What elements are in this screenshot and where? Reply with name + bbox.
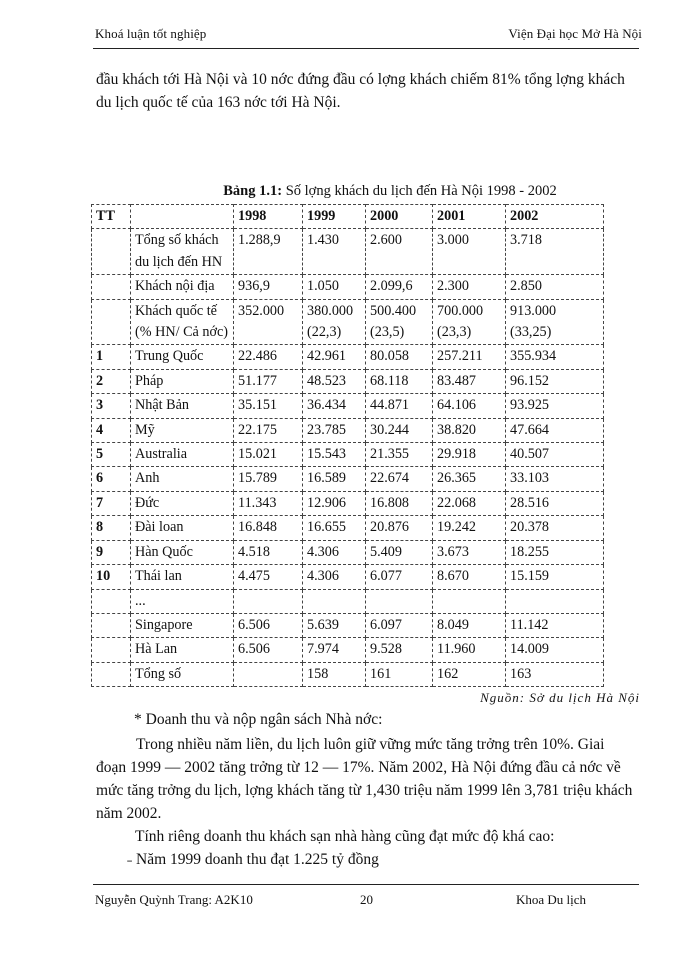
row-label-cell: Đài loan: [131, 516, 234, 540]
row-index-cell: 1: [92, 345, 131, 369]
value-cell: 2.600: [366, 229, 433, 275]
row-label-cell: Hàn Quốc: [131, 540, 234, 564]
value-cell: [303, 589, 366, 613]
value-cell: 6.506: [234, 638, 303, 662]
table-row: [92, 540, 604, 564]
row-index-cell: 2: [92, 369, 131, 393]
value-cell: 83.487: [433, 369, 506, 393]
table-row: [92, 638, 604, 662]
value-cell: 33.103: [506, 467, 604, 491]
value-cell: 26.365: [433, 467, 506, 491]
table-caption-text: Số lợng khách du lịch đến Hà Nội 1998 - 2002: [282, 183, 557, 199]
value-cell: 23.785: [303, 418, 366, 442]
row-index-cell: 9: [92, 540, 131, 564]
value-cell: 19.242: [433, 516, 506, 540]
row-label-cell: Australia: [131, 443, 234, 467]
table-header-cell: 1998: [234, 205, 303, 229]
row-index-cell: 5: [92, 443, 131, 467]
table-row: [92, 229, 604, 275]
row-index-cell: 10: [92, 565, 131, 589]
tourist-stats-table: [91, 204, 604, 687]
row-index-cell: [92, 613, 131, 637]
value-cell: 16.808: [366, 491, 433, 515]
row-index-cell: 7: [92, 491, 131, 515]
table-row: [92, 467, 604, 491]
bullet-item: ˗ Năm 1999 doanh thu đạt 1.225 tỷ đồng: [127, 851, 379, 868]
body-paragraph: Trong nhiều năm liền, du lịch luôn giữ vững mức tăng trởng trên 10%. Giai đoạn 1999 — 2002 tăng trởng từ 12 — 17%. Năm 2002, Hà Nội đứng đầu cả nớc về mức tăng trởng du lịch, lợng khách tăng từ 1,430 triệu năm 1999 lên 3,781 triệu khách năm 2002.: [96, 736, 633, 822]
value-cell: 355.934: [506, 345, 604, 369]
table-body: [92, 229, 604, 687]
value-cell: 3.673: [433, 540, 506, 564]
row-label-cell: Mỹ: [131, 418, 234, 442]
page-number: 20: [360, 892, 373, 907]
table-row: [92, 491, 604, 515]
value-cell: 18.255: [506, 540, 604, 564]
header-rule: [93, 48, 639, 49]
value-cell: 68.118: [366, 369, 433, 393]
value-cell: 6.077: [366, 565, 433, 589]
value-cell: 44.871: [366, 394, 433, 418]
value-cell: 16.589: [303, 467, 366, 491]
section-heading: * Doanh thu và nộp ngân sách Nhà nớc:: [134, 711, 383, 728]
value-cell: 6.506: [234, 613, 303, 637]
value-cell: 42.961: [303, 345, 366, 369]
value-cell: 30.244: [366, 418, 433, 442]
value-cell: 47.664: [506, 418, 604, 442]
hotel-revenue-paragraph: Tính riêng doanh thu khách sạn nhà hàng cũng đạt mức độ khá cao:: [135, 828, 555, 845]
value-cell: 40.507: [506, 443, 604, 467]
table-source: Nguồn: Sở du lịch Hà Nội: [480, 690, 640, 705]
table-row: [92, 394, 604, 418]
running-header-left: Khoá luận tốt nghiệp: [95, 26, 207, 41]
value-cell: 96.152: [506, 369, 604, 393]
table-row: [92, 369, 604, 393]
value-cell: 38.820: [433, 418, 506, 442]
value-cell: 1.430: [303, 229, 366, 275]
value-cell: 11.343: [234, 491, 303, 515]
value-cell: 3.000: [433, 229, 506, 275]
value-cell: 16.655: [303, 516, 366, 540]
value-cell: 28.516: [506, 491, 604, 515]
table-caption-label: Bảng 1.1:: [223, 183, 283, 199]
value-cell: 9.528: [366, 638, 433, 662]
row-index-cell: [92, 662, 131, 686]
value-cell: 21.355: [366, 443, 433, 467]
value-cell: 380.000 (22,3): [303, 299, 366, 345]
row-label-cell: ...: [131, 589, 234, 613]
table-row: [92, 345, 604, 369]
value-cell: [234, 589, 303, 613]
value-cell: 158: [303, 662, 366, 686]
table-header-row: [92, 205, 604, 229]
value-cell: 12.906: [303, 491, 366, 515]
value-cell: 22.674: [366, 467, 433, 491]
value-cell: 22.486: [234, 345, 303, 369]
intro-paragraph: đầu khách tới Hà Nội và 10 nớc đứng đầu có lợng khách chiếm 81% tổng lợng khách du lịch quốc tế của 163 nớc tới Hà Nội.: [96, 71, 625, 111]
table-row: [92, 418, 604, 442]
table-row: [92, 443, 604, 467]
table-row: [92, 516, 604, 540]
row-label-cell: Tổng số: [131, 662, 234, 686]
value-cell: 15.543: [303, 443, 366, 467]
value-cell: 4.475: [234, 565, 303, 589]
table-header-cell: 2000: [366, 205, 433, 229]
row-index-cell: 8: [92, 516, 131, 540]
value-cell: 1.288,9: [234, 229, 303, 275]
value-cell: 20.378: [506, 516, 604, 540]
row-label-cell: Nhật Bản: [131, 394, 234, 418]
table-caption: [0, 183, 700, 200]
value-cell: 8.049: [433, 613, 506, 637]
value-cell: 163: [506, 662, 604, 686]
row-label-cell: Singapore: [131, 613, 234, 637]
footer-department: Khoa Du lịch: [516, 892, 587, 907]
value-cell: 11.142: [506, 613, 604, 637]
footer-rule: [93, 884, 639, 885]
table-header-cell: [131, 205, 234, 229]
value-cell: 8.670: [433, 565, 506, 589]
value-cell: 11.960: [433, 638, 506, 662]
value-cell: 2.099,6: [366, 275, 433, 299]
value-cell: 352.000: [234, 299, 303, 345]
value-cell: 20.876: [366, 516, 433, 540]
table-header-cell: 2001: [433, 205, 506, 229]
value-cell: 15.789: [234, 467, 303, 491]
footer-author: Nguyễn Quỳnh Trang: A2K10: [95, 892, 253, 907]
row-label-cell: Đức: [131, 491, 234, 515]
row-index-cell: [92, 299, 131, 345]
table-header-cell: TT: [92, 205, 131, 229]
value-cell: 913.000 (33,25): [506, 299, 604, 345]
row-index-cell: 4: [92, 418, 131, 442]
value-cell: 15.159: [506, 565, 604, 589]
table-row: [92, 613, 604, 637]
row-label-cell: Thái lan: [131, 565, 234, 589]
table-row: [92, 589, 604, 613]
value-cell: 48.523: [303, 369, 366, 393]
value-cell: 64.106: [433, 394, 506, 418]
table-header-cell: 2002: [506, 205, 604, 229]
value-cell: 936,9: [234, 275, 303, 299]
row-index-cell: [92, 638, 131, 662]
value-cell: 15.021: [234, 443, 303, 467]
value-cell: 29.918: [433, 443, 506, 467]
table-row: [92, 299, 604, 345]
value-cell: 5.639: [303, 613, 366, 637]
value-cell: 51.177: [234, 369, 303, 393]
value-cell: 1.050: [303, 275, 366, 299]
value-cell: 161: [366, 662, 433, 686]
value-cell: 36.434: [303, 394, 366, 418]
value-cell: 7.974: [303, 638, 366, 662]
row-label-cell: Trung Quốc: [131, 345, 234, 369]
value-cell: 257.211: [433, 345, 506, 369]
value-cell: [234, 662, 303, 686]
value-cell: 16.848: [234, 516, 303, 540]
row-index-cell: [92, 589, 131, 613]
row-label-cell: Anh: [131, 467, 234, 491]
row-label-cell: Hà Lan: [131, 638, 234, 662]
value-cell: [366, 589, 433, 613]
value-cell: 2.850: [506, 275, 604, 299]
value-cell: 6.097: [366, 613, 433, 637]
value-cell: [506, 589, 604, 613]
value-cell: [433, 589, 506, 613]
row-label-cell: Khách quốc tế (% HN/ Cả nớc): [131, 299, 234, 345]
value-cell: 162: [433, 662, 506, 686]
row-index-cell: [92, 275, 131, 299]
value-cell: 700.000 (23,3): [433, 299, 506, 345]
value-cell: 80.058: [366, 345, 433, 369]
value-cell: 4.306: [303, 540, 366, 564]
value-cell: 22.175: [234, 418, 303, 442]
table-row: [92, 275, 604, 299]
table-row: [92, 662, 604, 686]
table-header-cell: 1999: [303, 205, 366, 229]
value-cell: 35.151: [234, 394, 303, 418]
value-cell: 3.718: [506, 229, 604, 275]
running-header-right: Viện Đại học Mở Hà Nội: [508, 26, 642, 41]
row-label-cell: Tổng số khách du lịch đến HN: [131, 229, 234, 275]
table-row: [92, 565, 604, 589]
value-cell: 4.518: [234, 540, 303, 564]
value-cell: 22.068: [433, 491, 506, 515]
row-index-cell: 6: [92, 467, 131, 491]
value-cell: 14.009: [506, 638, 604, 662]
row-label-cell: Pháp: [131, 369, 234, 393]
value-cell: 93.925: [506, 394, 604, 418]
row-index-cell: [92, 229, 131, 275]
row-label-cell: Khách nội địa: [131, 275, 234, 299]
value-cell: 4.306: [303, 565, 366, 589]
row-index-cell: 3: [92, 394, 131, 418]
value-cell: 2.300: [433, 275, 506, 299]
value-cell: 500.400 (23,5): [366, 299, 433, 345]
value-cell: 5.409: [366, 540, 433, 564]
